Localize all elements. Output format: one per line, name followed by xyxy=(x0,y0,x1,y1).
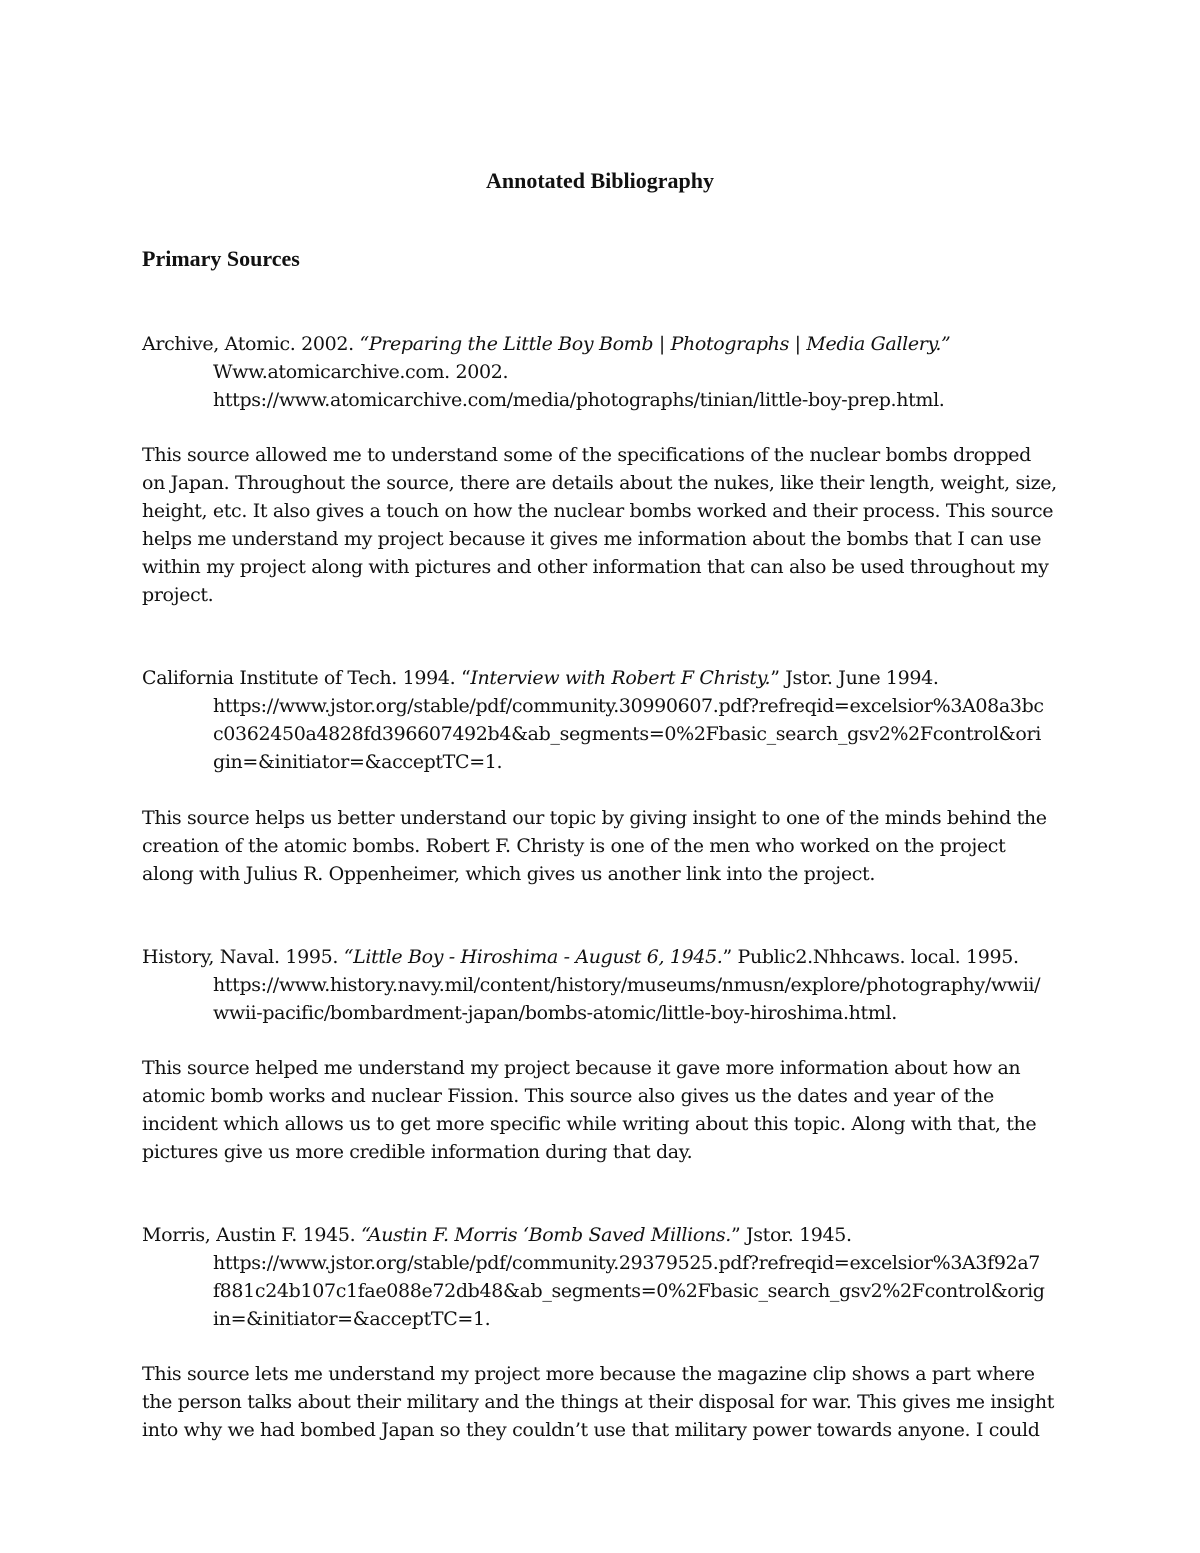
annotation-line: This source helps us better understand our topic by giving insight to one of the minds behind the xyxy=(142,807,1047,829)
citation-lead: Archive, Atomic. 2002. xyxy=(142,333,360,355)
annotation-line: into why we had bombed Japan so they couldn’t use that military power towards anyone. I could xyxy=(142,1419,1040,1441)
annotation-line: creation of the atomic bombs. Robert F. Christy is one of the men who worked on the project xyxy=(142,835,1006,857)
annotation-line: atomic bomb works and nuclear Fission. This source also gives us the dates and year of the xyxy=(142,1085,994,1107)
citation-trail: ” Jstor. 1945. xyxy=(730,1224,852,1246)
citation-url: gin=&initiator=&acceptTC=1. xyxy=(213,751,503,773)
citation-title: Interview with Robert F Christy. xyxy=(470,667,771,689)
citation-trail: ” Public2.Nhhcaws. local. 1995. xyxy=(722,946,1019,968)
annotation-line: project. xyxy=(142,584,214,606)
annotation-line: within my project along with pictures and other information that can also be used throughout my xyxy=(142,556,1049,578)
annotation-line: on Japan. Throughout the source, there are details about the nukes, like their length, weight, size, xyxy=(142,472,1057,494)
citation-2 xyxy=(142,664,1062,776)
annotation-line: height, etc. It also gives a touch on how the nuclear bombs worked and their process. This source xyxy=(142,500,1054,522)
citation-lead: California Institute of Tech. 1994. “ xyxy=(142,667,471,689)
annotation-line: This source helped me understand my project because it gave more information about how an xyxy=(142,1057,1021,1079)
annotation-3 xyxy=(142,1054,1062,1166)
annotation-2 xyxy=(142,804,1062,888)
annotation-4 xyxy=(142,1360,1062,1444)
citation-url: https://www.history.navy.mil/content/history/museums/nmusn/explore/photography/wwii/ xyxy=(213,974,1041,996)
annotation-line: helps me understand my project because it gives me information about the bombs that I can use xyxy=(142,528,1042,550)
citation-url: f881c24b107c1fae088e72db48&ab_segments=0%2Fbasic_search_gsv2%2Fcontrol&orig xyxy=(213,1280,1045,1302)
document-title: Annotated Bibliography xyxy=(486,168,714,193)
citation-1 xyxy=(142,330,1062,414)
citation-line: Www.atomicarchive.com. 2002. xyxy=(213,361,509,383)
citation-title: “Austin F. Morris ‘Bomb Saved Millions. xyxy=(361,1224,731,1246)
citation-4 xyxy=(142,1221,1062,1333)
citation-url: in=&initiator=&acceptTC=1. xyxy=(213,1308,491,1330)
annotation-1 xyxy=(142,441,1062,609)
citation-url: https://www.atomicarchive.com/media/photographs/tinian/little-boy-prep.html. xyxy=(213,389,945,411)
annotation-line: This source lets me understand my project more because the magazine clip shows a part where xyxy=(142,1363,1035,1385)
citation-lead: History, Naval. 1995. xyxy=(142,946,344,968)
section-heading: Primary Sources xyxy=(142,246,300,271)
citation-lead: Morris, Austin F. 1945. xyxy=(142,1224,361,1246)
annotation-line: incident which allows us to get more specific while writing about this topic. Along with that, the xyxy=(142,1113,1037,1135)
citation-trail: ” Jstor. June 1994. xyxy=(770,667,939,689)
citation-url: https://www.jstor.org/stable/pdf/community.29379525.pdf?refreqid=excelsior%3A3f92a7 xyxy=(213,1252,1041,1274)
annotation-line: the person talks about their military and the things at their disposal for war. This gives me insight xyxy=(142,1391,1055,1413)
annotation-line: pictures give us more credible information during that day. xyxy=(142,1141,693,1163)
citation-url: c0362450a4828fd396607492b4&ab_segments=0%2Fbasic_search_gsv2%2Fcontrol&ori xyxy=(213,723,1041,745)
citation-url: wwii-pacific/bombardment-japan/bombs-atomic/little-boy-hiroshima.html. xyxy=(213,1002,897,1024)
citation-title: “Little Boy - Hiroshima - August 6, 1945. xyxy=(343,946,723,968)
citation-title: “Preparing the Little Boy Bomb | Photographs | Media Gallery.” xyxy=(359,333,951,355)
citation-url: https://www.jstor.org/stable/pdf/community.30990607.pdf?refreqid=excelsior%3A08a3bc xyxy=(213,695,1044,717)
citation-3 xyxy=(142,943,1062,1027)
annotation-line: This source allowed me to understand some of the specifications of the nuclear bombs dropped xyxy=(142,444,1031,466)
annotation-line: along with Julius R. Oppenheimer, which gives us another link into the project. xyxy=(142,863,876,885)
